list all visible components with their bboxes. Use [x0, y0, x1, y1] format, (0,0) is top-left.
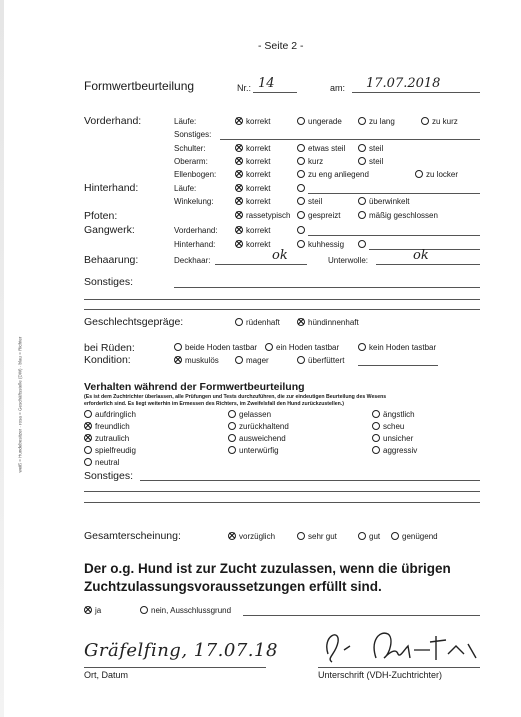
- checkbox-icon: [235, 170, 243, 178]
- checkbox-icon: [358, 144, 366, 152]
- deckhaar-value[interactable]: ok: [272, 248, 288, 263]
- sonstiges-line-3: [84, 309, 480, 310]
- nr-label: Nr.:: [237, 83, 252, 93]
- checkbox-icon: [235, 157, 243, 165]
- pfoten-gespreizt[interactable]: gespreizt: [297, 211, 340, 220]
- nr-line: [253, 92, 297, 93]
- page-label: - Seite 2 -: [258, 40, 304, 52]
- ort-datum-label: Ort, Datum: [84, 670, 129, 680]
- checkbox-icon: [372, 446, 380, 454]
- schulter-label: Schulter:: [174, 144, 206, 153]
- verhalten-note-2: erforderlich sind. Es liegt weiterhin im Ermessen des Richters, im Zweifelsfall den Hund zurückzustellen.): [84, 401, 345, 407]
- statement-line-1: Der o.g. Hund ist zur Zucht zuzulassen, wenn die übrigen: [84, 561, 451, 576]
- kondition-muskuloes[interactable]: muskulös: [174, 356, 219, 365]
- checkbox-icon: [297, 144, 305, 152]
- gw-vh-other[interactable]: [297, 226, 308, 235]
- winkelung-korrekt[interactable]: korrekt: [235, 197, 270, 206]
- unterwolle-value[interactable]: ok: [413, 248, 429, 263]
- pfoten-maessig[interactable]: mäßig geschlossen: [358, 211, 438, 220]
- checkbox-icon: [235, 117, 243, 125]
- winkelung-steil[interactable]: steil: [297, 197, 322, 206]
- checkbox-icon: [174, 343, 182, 351]
- gw-hh-korrekt[interactable]: korrekt: [235, 240, 270, 249]
- checkbox-icon: [358, 343, 366, 351]
- gesamt-gut[interactable]: gut: [358, 532, 380, 541]
- checkbox-icon: [228, 532, 236, 540]
- checkbox-icon: [228, 410, 236, 418]
- gesamt-vorzueglich[interactable]: vorzüglich: [228, 532, 275, 541]
- unterschrift-label: Unterschrift (VDH-Zuchtrichter): [318, 670, 443, 680]
- rueden-ein-hoden[interactable]: ein Hoden tastbar: [265, 343, 339, 352]
- checkbox-icon: [84, 606, 92, 614]
- sonstiges-line-1: [174, 287, 480, 288]
- hh-laeufe-korrekt[interactable]: korrekt: [235, 184, 270, 193]
- checkbox-icon: [228, 422, 236, 430]
- kondition-ueberfuettert[interactable]: überfüttert: [297, 356, 344, 365]
- rueden-label: bei Rüden:: [84, 342, 135, 354]
- checkbox-icon: [228, 446, 236, 454]
- checkbox-icon: [372, 422, 380, 430]
- hh-laeufe-line: [308, 193, 480, 194]
- checkbox-icon: [84, 458, 92, 466]
- checkbox-icon: [372, 410, 380, 418]
- ort-datum-line: [84, 667, 266, 668]
- verhalten-freundlich[interactable]: freundlich: [84, 422, 130, 431]
- vh-laeufe-zu-kurz[interactable]: zu kurz: [421, 117, 458, 126]
- nr-value[interactable]: 14: [258, 76, 275, 91]
- checkbox-icon: [358, 532, 366, 540]
- checkbox-icon: [297, 211, 305, 219]
- zulassung-ja[interactable]: ja: [84, 606, 101, 615]
- verhalten-scheu[interactable]: scheu: [372, 422, 404, 431]
- rueden-beide-hoden[interactable]: beide Hoden tastbar: [174, 343, 257, 352]
- geschlecht-label: Geschlechtsgepräge:: [84, 316, 184, 328]
- schulter-etwas-steil[interactable]: etwas steil: [297, 144, 345, 153]
- sonstiges-label: Sonstiges:: [84, 276, 134, 288]
- checkbox-icon: [235, 211, 243, 219]
- deckhaar-label: Deckhaar:: [174, 256, 211, 265]
- checkbox-icon: [358, 157, 366, 165]
- checkbox-icon: [297, 240, 305, 248]
- checkbox-icon: [235, 356, 243, 364]
- verhalten-title: Verhalten während der Formwertbeurteilung: [84, 381, 305, 393]
- checkbox-icon: [297, 184, 305, 192]
- signature-drawing: [318, 624, 488, 668]
- gw-vh-line: [308, 235, 480, 236]
- checkbox-icon: [235, 184, 243, 192]
- verhalten-aengstlich[interactable]: ängstlich: [372, 410, 415, 419]
- zulassung-nein[interactable]: nein, Ausschlussgrund: [140, 606, 231, 615]
- verhalten-aufdringlich[interactable]: aufdringlich: [84, 410, 136, 419]
- gw-hh-kuhhessig[interactable]: kuhhessig: [297, 240, 344, 249]
- checkbox-icon: [84, 410, 92, 418]
- checkbox-icon: [358, 211, 366, 219]
- ausschlussgrund-line: [243, 615, 480, 616]
- checkbox-icon: [297, 170, 305, 178]
- checkbox-icon: [235, 144, 243, 152]
- verhalten-sonstiges-line-2: [84, 491, 480, 492]
- kondition-mager[interactable]: mager: [235, 356, 269, 365]
- geschlecht-ruedenhaft[interactable]: rüdenhaft: [235, 318, 280, 327]
- verhalten-unterwuerfig[interactable]: unterwürfig: [228, 446, 279, 455]
- unterwolle-line: [376, 264, 480, 265]
- schulter-korrekt[interactable]: korrekt: [235, 144, 270, 153]
- gw-vorderhand-label: Vorderhand:: [174, 226, 218, 235]
- gw-hinterhand-label: Hinterhand:: [174, 240, 216, 249]
- checkbox-icon: [421, 117, 429, 125]
- pfoten-label: Pfoten:: [84, 210, 118, 222]
- behaarung-label: Behaarung:: [84, 254, 139, 266]
- verhalten-spielfreudig[interactable]: spielfreudig: [84, 446, 136, 455]
- statement-line-2: Zuchtzulassungsvoraussetzungen erfüllt sind.: [84, 579, 382, 594]
- checkbox-icon: [235, 318, 243, 326]
- checkbox-icon: [297, 532, 305, 540]
- verhalten-sonstiges-line-1: [140, 480, 480, 481]
- date-label: am:: [330, 83, 346, 93]
- verhalten-aggressiv[interactable]: aggressiv: [372, 446, 417, 455]
- checkbox-icon: [174, 356, 182, 364]
- checkbox-icon: [372, 434, 380, 442]
- verhalten-note-1: (Es ist dem Zuchtrichter überlassen, alle Prüfungen und Tests durchzuführen, die zur eindeutigen Beurteilung des Wesens: [84, 394, 387, 400]
- winkelung-label: Winkelung:: [174, 197, 214, 206]
- laeufe-label: Läufe:: [174, 117, 197, 126]
- kondition-label: Kondition:: [84, 354, 131, 366]
- form-title: Formwertbeurteilung: [84, 79, 195, 93]
- gesamt-label: Gesamterscheinung:: [84, 530, 181, 542]
- checkbox-icon: [358, 197, 366, 205]
- winkelung-ueberwinkelt[interactable]: überwinkelt: [358, 197, 409, 206]
- vh-sonstiges-line: [220, 139, 480, 140]
- geschlecht-huendinnenhaft[interactable]: hündinnenhaft: [297, 318, 359, 327]
- verhalten-neutral[interactable]: neutral: [84, 458, 119, 467]
- vh-laeufe-zu-lang[interactable]: zu lang: [358, 117, 395, 126]
- checkbox-icon: [228, 434, 236, 442]
- date-value[interactable]: 17.07.2018: [366, 76, 441, 91]
- checkbox-icon: [391, 532, 399, 540]
- rueden-kein-hoden[interactable]: kein Hoden tastbar: [358, 343, 436, 352]
- checkbox-icon: [358, 240, 366, 248]
- distribution-note: weiß = Hundebesitzer · rosa = Geschäftsstelle (DW) · blau = Richter: [17, 336, 23, 473]
- vh-laeufe-korrekt[interactable]: korrekt: [235, 117, 270, 126]
- verhalten-zutraulich[interactable]: zutraulich: [84, 434, 129, 443]
- sonstiges-line-2: [84, 299, 480, 300]
- checkbox-icon: [297, 356, 305, 364]
- checkbox-icon: [297, 157, 305, 165]
- checkbox-icon: [297, 197, 305, 205]
- gangwerk-label: Gangwerk:: [84, 224, 135, 236]
- scan-edge: [0, 0, 4, 717]
- ort-datum-value[interactable]: Gräfelfing, 17.07.18: [84, 640, 278, 661]
- oberarm-label: Oberarm:: [174, 157, 208, 166]
- hh-laeufe-label: Läufe:: [174, 184, 197, 193]
- verhalten-ausweichend[interactable]: ausweichend: [228, 434, 286, 443]
- vh-laeufe-ungerade[interactable]: ungerade: [297, 117, 342, 126]
- vh-sonstiges-label: Sonstiges:: [174, 130, 212, 139]
- gesamt-sehr-gut[interactable]: sehr gut: [297, 532, 337, 541]
- unterwolle-label: Unterwolle:: [328, 256, 369, 265]
- verhalten-sonstiges-label: Sonstiges:: [84, 470, 134, 482]
- deckhaar-line: [215, 264, 307, 265]
- hh-laeufe-other[interactable]: [297, 184, 308, 193]
- ellenbogen-zu-locker[interactable]: zu locker: [415, 170, 458, 179]
- kondition-line: [358, 365, 438, 366]
- checkbox-icon: [265, 343, 273, 351]
- gesamt-genuegend[interactable]: genügend: [391, 532, 438, 541]
- checkbox-icon: [84, 422, 92, 430]
- oberarm-korrekt[interactable]: korrekt: [235, 157, 270, 166]
- checkbox-icon: [84, 434, 92, 442]
- oberarm-steil[interactable]: steil: [358, 157, 383, 166]
- checkbox-icon: [140, 606, 148, 614]
- ellenbogen-label: Ellenbogen:: [174, 170, 217, 179]
- verhalten-unsicher[interactable]: unsicher: [372, 434, 413, 443]
- hinterhand-label: Hinterhand:: [84, 182, 139, 194]
- checkbox-icon: [235, 197, 243, 205]
- ellenbogen-korrekt[interactable]: korrekt: [235, 170, 270, 179]
- checkbox-icon: [297, 226, 305, 234]
- pfoten-rassetypisch[interactable]: rassetypisch: [235, 211, 290, 220]
- gw-hh-other[interactable]: [358, 240, 369, 249]
- checkbox-icon: [415, 170, 423, 178]
- verhalten-zurueckhaltend[interactable]: zurückhaltend: [228, 422, 289, 431]
- verhalten-gelassen[interactable]: gelassen: [228, 410, 271, 419]
- vorderhand-label: Vorderhand:: [84, 115, 142, 127]
- checkbox-icon: [235, 240, 243, 248]
- date-line: [352, 92, 480, 93]
- checkbox-icon: [358, 117, 366, 125]
- checkbox-icon: [84, 446, 92, 454]
- checkbox-icon: [297, 117, 305, 125]
- checkbox-icon: [297, 318, 305, 326]
- unterschrift-line: [318, 667, 480, 668]
- checkbox-icon: [235, 226, 243, 234]
- gw-vh-korrekt[interactable]: korrekt: [235, 226, 270, 235]
- verhalten-sonstiges-line-3: [84, 502, 480, 503]
- schulter-steil[interactable]: steil: [358, 144, 383, 153]
- ellenbogen-zu-eng[interactable]: zu eng anliegend: [297, 170, 369, 179]
- oberarm-kurz[interactable]: kurz: [297, 157, 323, 166]
